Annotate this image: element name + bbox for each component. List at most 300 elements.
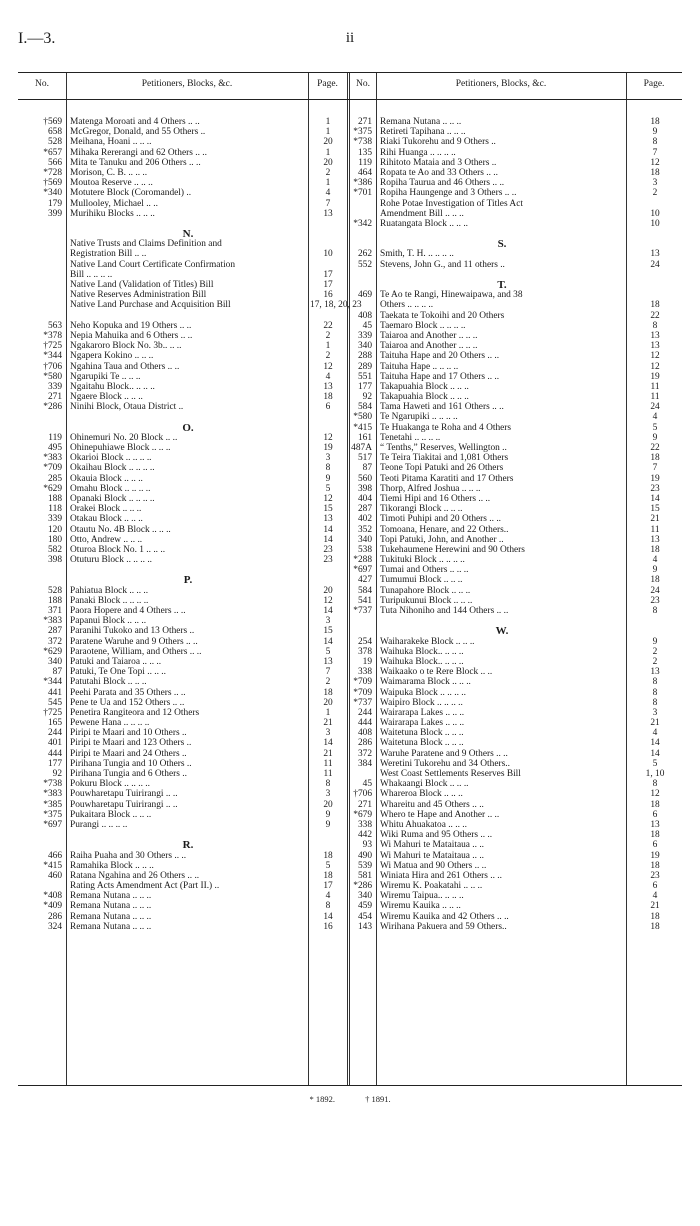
entry-name: Te Ao te Rangi, Hinewaipawa, and 38 — [380, 290, 523, 301]
entry-number: 339 — [357, 330, 372, 341]
entry-name: Ohinemuri No. 20 Block .. .. — [70, 432, 178, 443]
entry-number: 487A — [351, 443, 372, 453]
entry-number: 340 — [357, 891, 372, 902]
entry-number: 324 — [47, 921, 62, 932]
entry-page: 14 — [650, 748, 660, 759]
index-row — [18, 545, 347, 555]
entry-page: 20 — [323, 585, 333, 596]
section-letter: O. — [182, 422, 194, 433]
entry-number: 563 — [47, 320, 62, 331]
entry-name: Piripi te Maari and 24 Others .. — [70, 748, 187, 759]
index-row — [18, 606, 347, 616]
entry-name: Waihuka Block.. .. .. .. — [380, 656, 464, 667]
index-row — [328, 575, 682, 585]
entry-name: Ngaitahu Block.. .. .. .. — [70, 381, 155, 392]
index-row — [18, 341, 347, 351]
entry-page: 18 — [323, 870, 333, 881]
entry-page: 8 — [652, 677, 658, 688]
col-header-no: No. — [356, 79, 370, 89]
entry-page: 18 — [650, 830, 660, 841]
section-letter: N. — [182, 229, 194, 240]
entry-name: Remana Nutana .. .. .. — [380, 117, 462, 127]
entry-page: 9 — [325, 473, 331, 484]
entry-page: 18 — [650, 860, 660, 871]
entry-number: 340 — [47, 656, 62, 667]
page-number: ii — [345, 30, 355, 46]
index-row — [328, 504, 682, 514]
entry-page: 2 — [325, 167, 331, 178]
index-row — [328, 321, 682, 331]
index-row — [18, 178, 347, 188]
index-row — [328, 901, 682, 911]
col-header-petitioners: Petitioners, Blocks, &c. — [141, 79, 233, 89]
index-row — [18, 851, 347, 861]
entry-number: 384 — [357, 758, 372, 769]
index-row — [18, 596, 347, 606]
section-letter: P. — [183, 575, 193, 586]
entry-number: *738 — [353, 137, 372, 148]
entry-number: †569 — [43, 178, 62, 189]
entry-name: Whitu Ahuakatoa .. .. .. — [380, 819, 467, 830]
index-row — [18, 830, 347, 840]
entry-page: 8 — [325, 901, 331, 912]
entry-page: 17 — [323, 269, 333, 280]
index-row — [328, 749, 682, 759]
entry-number: 466 — [47, 850, 62, 861]
index-row — [328, 494, 682, 504]
entry-page: 12 — [323, 595, 333, 606]
index-row — [328, 219, 682, 229]
entry-number: 584 — [357, 402, 372, 413]
entry-name: Waipuka Block .. .. .. .. — [380, 687, 466, 698]
entry-number: *408 — [43, 891, 62, 902]
entry-number: 93 — [362, 840, 372, 851]
entry-name: Whareitu and 45 Others .. .. — [380, 799, 484, 810]
entry-page: 12 — [650, 789, 660, 800]
entry-number: 271 — [357, 799, 372, 810]
entry-name: Otautu No. 4B Block .. .. .. — [70, 524, 171, 535]
entry-page: 14 — [650, 493, 660, 504]
entry-number: 188 — [47, 493, 62, 504]
index-row — [328, 209, 682, 219]
index-row — [18, 249, 347, 259]
entry-name: Teone Topi Patuki and 26 Others — [380, 463, 504, 474]
entry-name: Nepia Mahuika and 6 Others .. .. — [70, 330, 193, 341]
entry-number: *738 — [43, 779, 62, 790]
index-row — [328, 443, 682, 453]
entry-name: Patuki, Te One Topi .. .. .. — [70, 667, 166, 678]
entry-name: Ngarupiki Te .. .. .. — [70, 371, 141, 382]
entry-number: 581 — [357, 870, 372, 881]
entry-name: Ohinepuhiawe Block .. .. .. — [70, 443, 171, 454]
entry-name: Taiaroa and Another .. .. .. — [380, 330, 478, 341]
entry-name: Piripi te Maari and 10 Others .. — [70, 728, 187, 739]
index-row — [18, 117, 347, 127]
entry-number: 371 — [47, 606, 62, 617]
index-row — [328, 728, 682, 738]
entry-number: †725 — [43, 707, 62, 718]
entry-name: “ Tenths,” Reserves, Wellington .. — [380, 443, 507, 453]
entry-name: Native Trusts and Claims Definition and — [70, 239, 222, 250]
entry-name: Orakei Block .. .. .. — [70, 504, 142, 515]
index-row — [328, 514, 682, 524]
index-row — [18, 901, 347, 911]
entry-page: 14 — [323, 606, 333, 617]
entry-name: Ninihi Block, Otaua District .. — [70, 402, 184, 413]
entry-page: 1, 10 — [645, 769, 665, 779]
footnote-star: * 1892. — [309, 1094, 335, 1104]
entry-name: Pahiatua Block .. .. .. — [70, 585, 149, 596]
entry-name: Te Teira Tiakitai and 1,081 Others — [380, 453, 509, 464]
entry-name: Rihi Huanga .. .. .. .. — [380, 147, 456, 158]
entry-number: *679 — [353, 809, 372, 820]
entry-number: 339 — [47, 381, 62, 392]
entry-name: Remana Nutana .. .. .. — [70, 911, 152, 922]
entry-name: Wi Mahuri te Mataitaua .. .. — [380, 840, 485, 851]
index-row — [328, 117, 682, 127]
entry-page: 13 — [650, 341, 660, 352]
index-row — [328, 840, 682, 850]
entry-page: 1 — [325, 127, 331, 138]
entry-page: 10 — [323, 249, 333, 260]
index-row — [18, 392, 347, 402]
entry-page: 11 — [323, 769, 333, 780]
entry-name: Teoti Pitama Karatiti and 17 Others — [380, 473, 514, 484]
entry-name: Ruatangata Block .. .. .. — [380, 218, 469, 229]
entry-number: 340 — [357, 534, 372, 545]
right-column — [328, 117, 682, 932]
index-row — [18, 769, 347, 779]
entry-page: 22 — [323, 320, 333, 331]
entry-name: Patuki and Taiaroa .. .. .. — [70, 656, 162, 667]
index-row — [328, 311, 682, 321]
index-row — [328, 769, 682, 779]
index-row — [18, 158, 347, 168]
entry-name: Paratene Waruhe and 9 Others .. .. — [70, 636, 198, 647]
entry-number: 539 — [357, 860, 372, 871]
entry-name: Pirihana Tungia and 10 Others .. — [70, 758, 192, 769]
entry-name: Wairarapa Lakes .. .. .. — [380, 718, 465, 729]
index-row — [18, 586, 347, 596]
index-row — [328, 851, 682, 861]
entry-name: Mihaka Rererangi and 62 Others .. .. — [70, 147, 207, 158]
entry-name: Motutere Block (Coromandel) .. — [70, 188, 192, 199]
index-row — [18, 626, 347, 636]
section-letter: R. — [182, 840, 194, 851]
entry-page: 2 — [325, 677, 331, 688]
entry-name: Whareroa Block .. .. .. — [380, 789, 463, 800]
index-row — [328, 708, 682, 718]
entry-number: 402 — [357, 514, 372, 525]
entry-page: 3 — [325, 453, 331, 464]
entry-name: Wiremu Kauika and 42 Others .. .. — [380, 911, 509, 922]
entry-name: McGregor, Donald, and 55 Others .. — [70, 127, 206, 138]
entry-page: 2 — [652, 188, 658, 199]
entry-name: Tikorangi Block .. .. .. — [380, 504, 463, 515]
entry-page: 7 — [325, 667, 331, 678]
entry-name: Rihitoto Mataia and 3 Others .. — [380, 157, 497, 168]
entry-number: 92 — [52, 769, 62, 780]
entry-number: 285 — [47, 473, 62, 484]
index-row — [18, 443, 347, 453]
index-row — [18, 209, 347, 219]
index-row — [328, 555, 682, 565]
entry-page: 7 — [325, 198, 331, 209]
entry-page: 15 — [650, 504, 660, 515]
entry-page: 1 — [325, 341, 331, 352]
entry-name: Waipiro Block .. .. .. .. — [380, 697, 463, 708]
entry-page: 19 — [650, 371, 660, 382]
entry-page: 8 — [652, 606, 658, 616]
index-row — [328, 800, 682, 810]
entry-page: 16 — [323, 290, 333, 301]
entry-number: 545 — [47, 697, 62, 708]
entry-name: Tumumui Block .. .. .. — [380, 575, 463, 586]
index-row — [18, 331, 347, 341]
entry-number: *288 — [353, 555, 372, 566]
entry-number: †706 — [353, 789, 372, 800]
entry-page: 13 — [323, 514, 333, 525]
entry-number: 352 — [357, 524, 372, 535]
entry-number: *383 — [43, 789, 62, 800]
entry-number: *340 — [43, 188, 62, 199]
index-row — [328, 565, 682, 575]
index-row — [18, 382, 347, 392]
section-heading — [328, 280, 682, 290]
entry-page: 18 — [650, 799, 660, 810]
entry-name: Taituha Hape and 17 Others .. .. — [380, 371, 500, 382]
index-row — [328, 351, 682, 361]
entry-name: Turipukunui Block .. .. .. — [380, 595, 473, 606]
entry-page: 7 — [652, 147, 658, 158]
entry-name: Taekata te Tokoihi and 20 Others — [380, 310, 505, 321]
entry-name: Murihiku Blocks .. .. .. — [70, 208, 155, 219]
entry-number: 262 — [357, 249, 372, 260]
entry-name: Remana Nutana .. .. .. — [70, 921, 152, 932]
entry-number: 427 — [357, 575, 372, 586]
entry-page: 3 — [325, 616, 331, 627]
entry-number: 244 — [357, 707, 372, 718]
entry-page: 2 — [652, 656, 658, 667]
index-row — [18, 871, 347, 881]
entry-name: Tukehaumene Herewini and 90 Others — [380, 544, 525, 555]
entry-name: Stevens, John G., and 11 others .. — [380, 259, 505, 270]
entry-number: 120 — [47, 524, 62, 535]
index-row — [328, 290, 682, 300]
entry-number: *386 — [353, 178, 372, 189]
entry-number: *629 — [43, 483, 62, 494]
entry-number: 459 — [357, 901, 372, 912]
entry-number: *375 — [43, 809, 62, 820]
entry-number: 551 — [357, 371, 372, 382]
entry-number: *286 — [353, 881, 372, 892]
entry-number: 119 — [48, 432, 62, 443]
entry-page: 24 — [650, 402, 660, 413]
index-row — [18, 351, 347, 361]
section-letter: S. — [497, 239, 507, 250]
index-row — [18, 402, 347, 412]
entry-name: Patutahi Block .. .. .. — [70, 677, 147, 688]
index-row — [18, 667, 347, 677]
index-row — [328, 535, 682, 545]
entry-number: 271 — [47, 392, 62, 403]
section-heading — [18, 229, 347, 239]
entry-number: *580 — [353, 412, 372, 423]
entry-number: 339 — [47, 514, 62, 525]
entry-page: 21 — [323, 748, 333, 759]
entry-number: 372 — [47, 636, 62, 647]
entry-page: 22 — [650, 310, 660, 321]
entry-number: 161 — [357, 432, 372, 443]
entry-name: Ramahika Block .. .. .. — [70, 860, 154, 871]
entry-name: Neho Kopuka and 19 Others .. .. — [70, 320, 192, 331]
entry-number: *657 — [43, 147, 62, 158]
entry-number: 444 — [47, 748, 62, 759]
entry-number: 495 — [47, 443, 62, 454]
entry-number: *709 — [353, 687, 372, 698]
index-row — [18, 280, 347, 290]
entry-number: *385 — [43, 799, 62, 810]
entry-name: Omahu Block .. .. .. .. — [70, 483, 151, 494]
index-row — [18, 504, 347, 514]
entry-page: 2 — [325, 351, 331, 362]
entry-number: 552 — [357, 259, 372, 270]
entry-page: 14 — [323, 534, 333, 545]
col-header-page: Page. — [643, 79, 665, 89]
entry-name: Taituha Hape and 20 Others .. .. — [380, 351, 500, 362]
entry-number: *415 — [353, 422, 372, 433]
entry-page: 20 — [323, 157, 333, 168]
entry-name: Paora Hopere and 4 Others .. .. — [70, 606, 186, 617]
entry-page: 2 — [652, 646, 658, 657]
entry-number: 188 — [47, 595, 62, 606]
entry-name: Wiremu Taipua.. .. .. .. — [380, 891, 464, 902]
index-row — [328, 881, 682, 891]
entry-number: *415 — [43, 860, 62, 871]
entry-name: Ratana Ngahina and 26 Others .. .. — [70, 870, 200, 881]
index-row — [18, 779, 347, 789]
index-row — [18, 789, 347, 799]
index-row — [328, 474, 682, 484]
entry-name: Wiremu K. Poakatahi .. .. .. — [380, 881, 483, 892]
entry-page: 4 — [325, 371, 331, 382]
entry-number: 45 — [362, 320, 372, 331]
entry-page: 14 — [650, 738, 660, 749]
entry-number: 584 — [357, 585, 372, 596]
index-row — [328, 637, 682, 647]
entry-name: Meihana, Hoani .. .. .. — [70, 137, 152, 148]
entry-name: Thorp, Alfred Joshua .. .. .. — [380, 483, 481, 494]
entry-number: 408 — [357, 728, 372, 739]
entry-number: 338 — [357, 667, 372, 678]
entry-name: Mita te Tanuku and 206 Others .. .. — [70, 157, 201, 168]
entry-name: Otakau Block .. .. .. — [70, 514, 143, 525]
entry-name: Whakaangi Block .. .. .. — [380, 779, 469, 790]
entry-page: 8 — [652, 137, 658, 148]
entry-name: Pewene Hana .. .. .. .. — [70, 718, 150, 729]
entry-page: 18 — [650, 167, 660, 178]
index-row — [328, 453, 682, 463]
entry-page: 21 — [650, 514, 660, 525]
entry-page: 5 — [652, 758, 658, 769]
entry-page: 12 — [323, 361, 333, 372]
index-row — [18, 199, 347, 209]
entry-name: Wirihana Pakuera and 59 Others.. — [380, 921, 507, 932]
entry-number: †569 — [43, 117, 62, 127]
index-row — [18, 637, 347, 647]
entry-page: 1 — [325, 178, 331, 189]
index-row — [18, 188, 347, 198]
entry-number: 444 — [357, 718, 372, 729]
entry-name: Waruhe Paratene and 9 Others .. .. — [380, 748, 508, 759]
entry-page: 5 — [325, 483, 331, 494]
entry-page: 15 — [323, 626, 333, 637]
entry-number: 398 — [357, 483, 372, 494]
index-row — [328, 433, 682, 443]
entry-page: 5 — [325, 860, 331, 871]
index-row — [328, 779, 682, 789]
entry-name: Waiharakeke Block .. .. .. — [380, 636, 475, 647]
index-row — [328, 127, 682, 137]
entry-name: Wairarapa Lakes .. .. .. — [380, 707, 465, 718]
index-row — [18, 137, 347, 147]
entry-page: 9 — [325, 819, 331, 830]
index-row — [18, 861, 347, 871]
index-row — [18, 555, 347, 565]
entry-name: Retireti Tapihana .. .. .. — [380, 127, 466, 138]
entry-number: 464 — [357, 167, 372, 178]
entry-number: *629 — [43, 646, 62, 657]
entry-page: 1 — [325, 147, 331, 158]
index-row — [328, 300, 682, 310]
index-row — [328, 922, 682, 932]
entry-number: 177 — [357, 381, 372, 392]
entry-page: 16 — [323, 921, 333, 932]
index-row — [18, 433, 347, 443]
entry-page: 10 — [650, 218, 660, 229]
entry-page: 13 — [323, 381, 333, 392]
entry-name: Paranihi Tukoko and 13 Others .. — [70, 626, 195, 637]
entry-page: 24 — [650, 585, 660, 596]
index-row — [328, 718, 682, 728]
entry-page: 13 — [650, 330, 660, 341]
header-rule — [18, 99, 682, 100]
entry-name: Taemaro Block .. .. .. .. — [380, 320, 466, 331]
entry-page: 13 — [650, 819, 660, 830]
index-row — [18, 270, 347, 280]
entry-number: *342 — [353, 218, 372, 229]
entry-number: 289 — [357, 361, 372, 372]
index-row — [18, 463, 347, 473]
entry-page: 17 — [323, 280, 333, 290]
section-heading — [328, 626, 682, 636]
entry-name: Rohe Potae Investigation of Titles Act — [380, 198, 523, 209]
entry-name: Registration Bill .. .. — [70, 249, 147, 260]
entry-number: 469 — [357, 290, 372, 301]
entry-name: Pukaitara Block .. .. .. — [70, 809, 152, 820]
entry-page: 13 — [323, 656, 333, 667]
entry-name: Ngapera Kokino .. .. .. — [70, 351, 154, 362]
entry-page: 19 — [650, 473, 660, 484]
entry-page: 21 — [650, 901, 660, 912]
entry-number: 560 — [357, 473, 372, 484]
entry-number: 165 — [47, 718, 62, 729]
index-row — [328, 647, 682, 657]
entry-page: 18 — [650, 921, 660, 932]
index-row — [18, 759, 347, 769]
index-row — [328, 423, 682, 433]
entry-name: Bill .. .. .. .. — [70, 269, 113, 280]
